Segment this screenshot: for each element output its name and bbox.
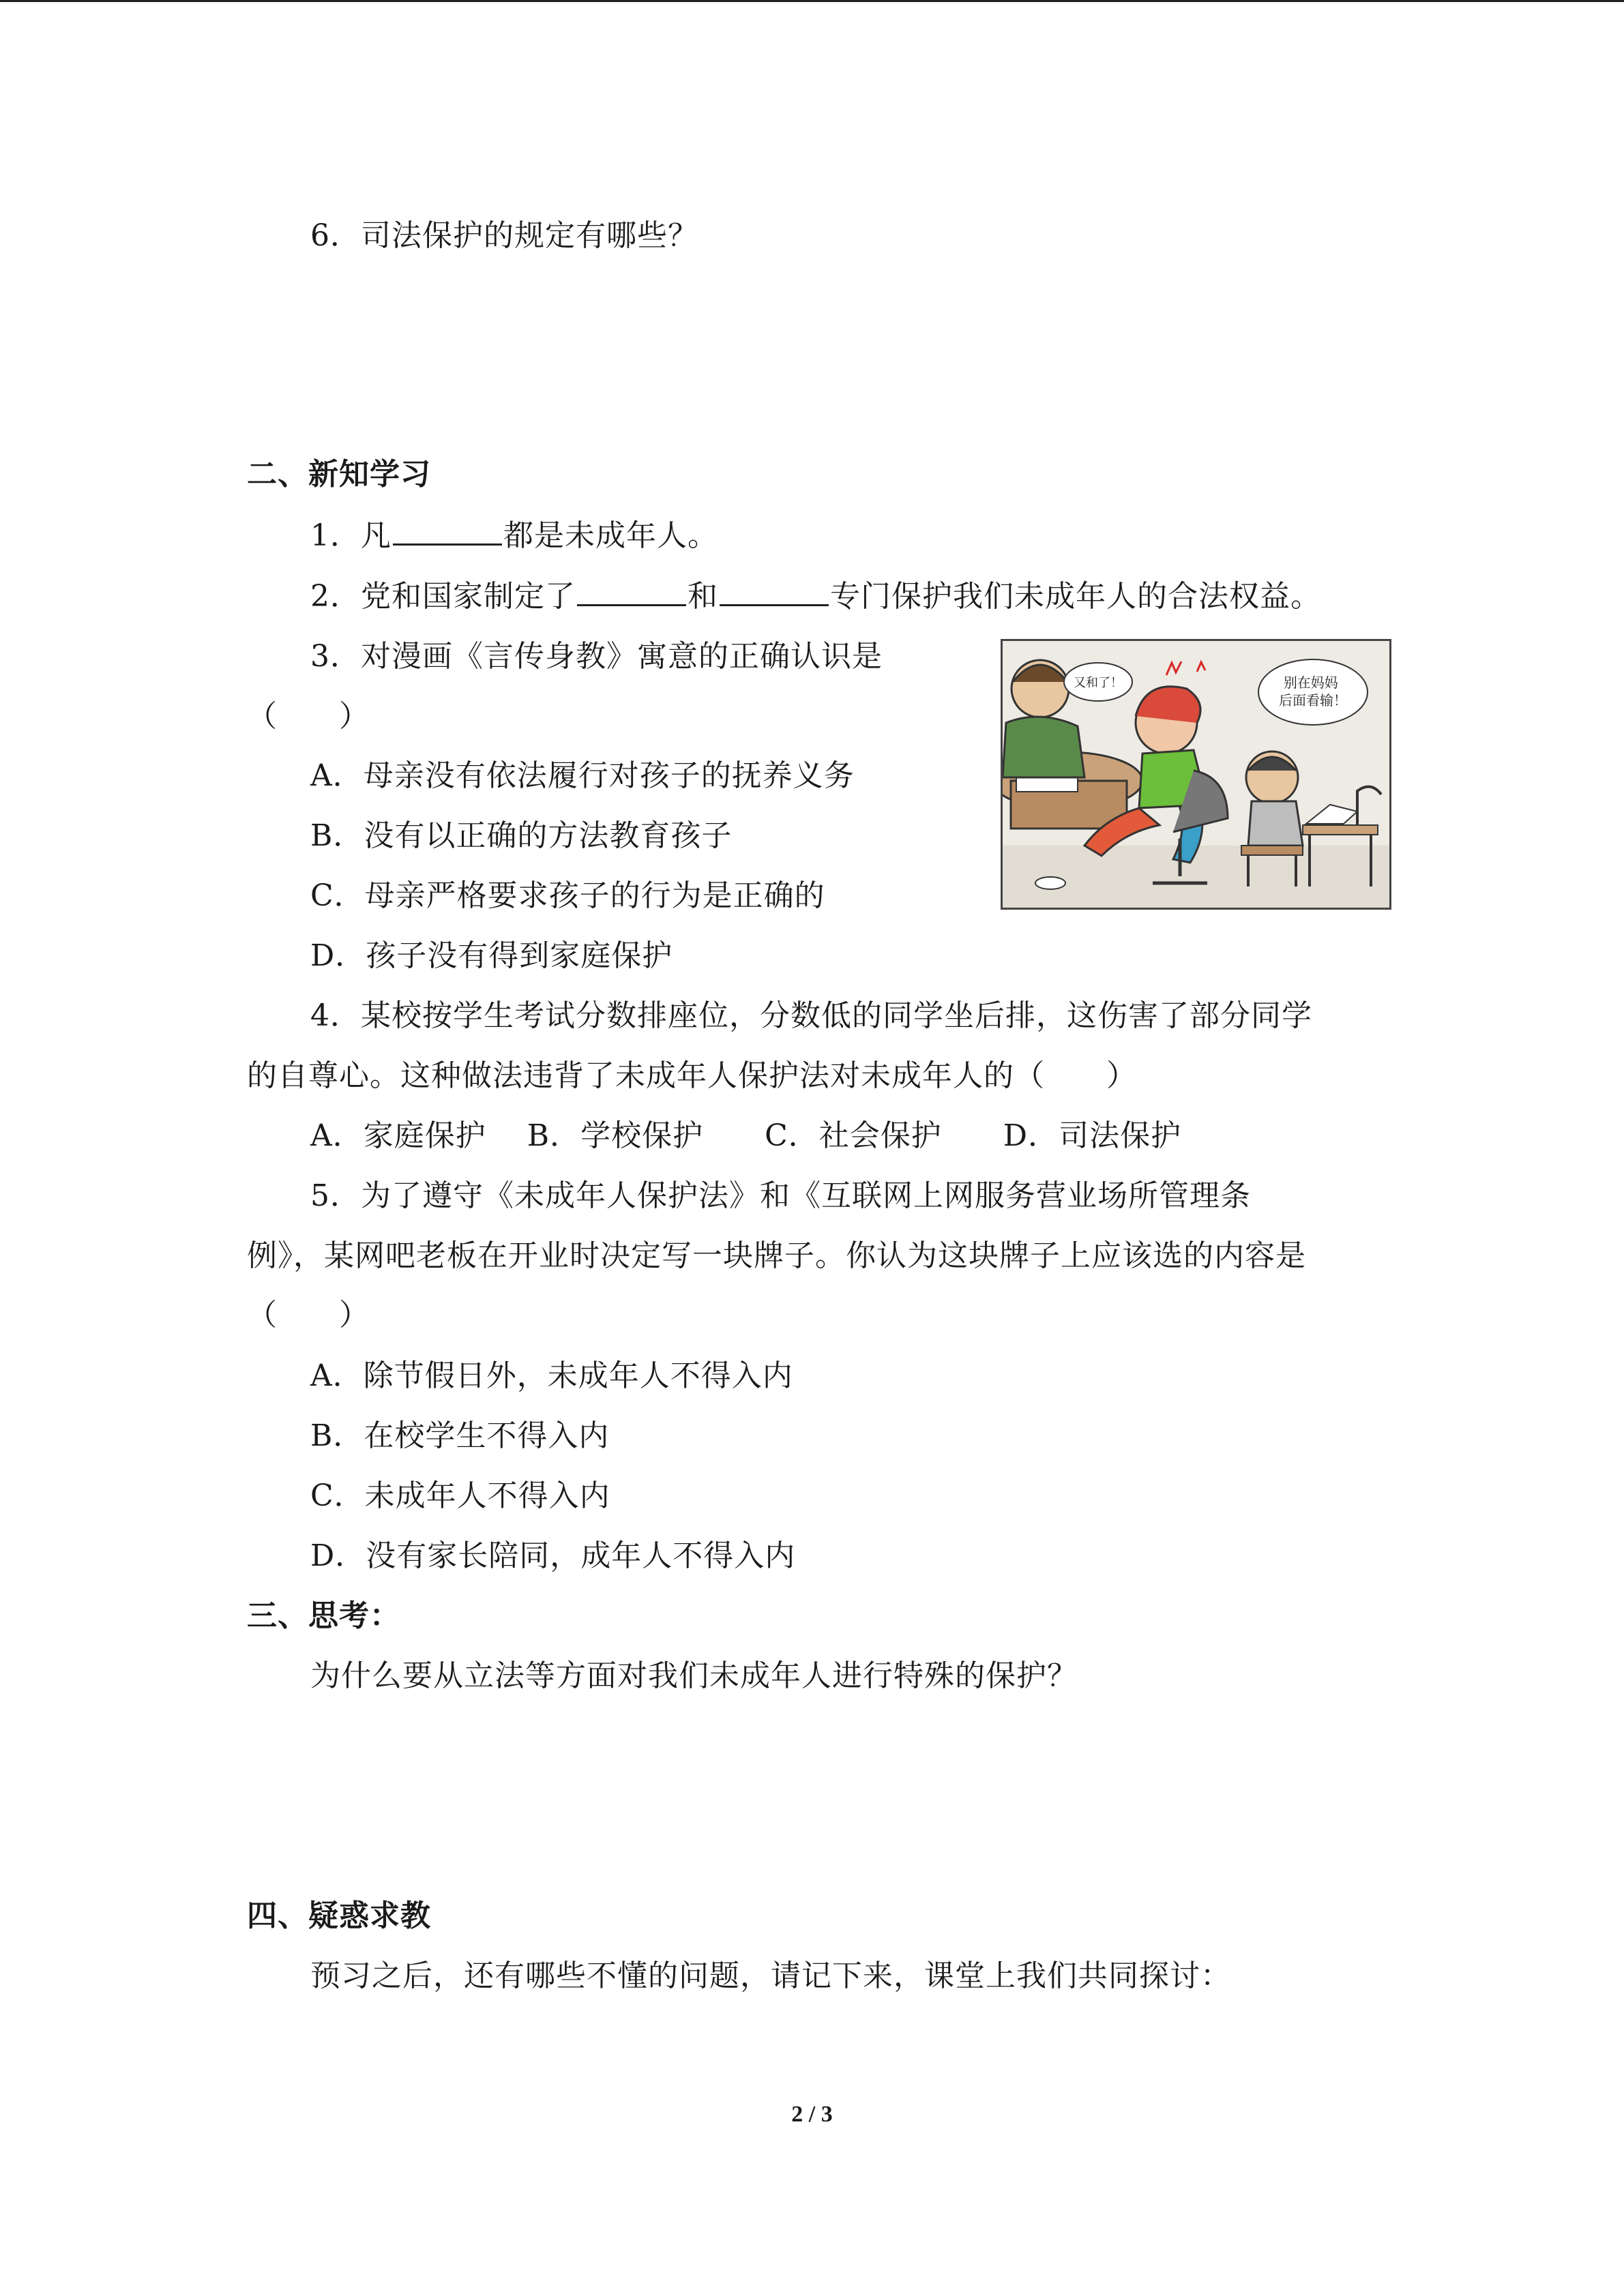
question-2 bbox=[310, 576, 1321, 617]
question-2-mid: 和 bbox=[688, 579, 718, 614]
question-4-line-2: 的自尊心。这种做法违背了未成年人保护法对未成年人的（ ） bbox=[247, 1058, 1137, 1093]
top-border bbox=[0, 0, 1624, 2]
question-5-line-1: 5．为了遵守《未成年人保护法》和《互联网上网服务营业场所管理条 bbox=[310, 1178, 1251, 1213]
section-4-heading: 四、疑惑求教 bbox=[247, 1898, 431, 1933]
bubble-right-line: 别在妈妈 bbox=[1283, 674, 1338, 691]
question-3-stem: 3．对漫画《言传身教》寓意的正确认识是 bbox=[310, 639, 883, 674]
question-2-pre: 2．党和国家制定了 bbox=[310, 579, 576, 614]
question-5-paren: （ ） bbox=[247, 1298, 370, 1332]
section-2-heading: 二、新知学习 bbox=[247, 457, 431, 492]
question-5-option-a: A．除节假日外，未成年人不得入内 bbox=[310, 1358, 793, 1393]
answer-blank bbox=[577, 577, 686, 606]
answer-blank bbox=[393, 516, 502, 546]
question-3-option-c: C．母亲严格要求孩子的行为是正确的 bbox=[310, 878, 825, 913]
question-5-option-d: D．没有家长陪同，成年人不得入内 bbox=[310, 1538, 796, 1573]
question-3-paren: （ ） bbox=[247, 699, 370, 734]
cartoon-illustration bbox=[1001, 639, 1391, 910]
question-1-post: 都是未成年人。 bbox=[503, 518, 718, 553]
question-4-option-c: C．社会保护 bbox=[765, 1118, 942, 1153]
question-4-options bbox=[310, 1116, 1181, 1157]
question-5-option-b: B．在校学生不得入内 bbox=[310, 1418, 610, 1453]
question-3-option-d: D．孩子没有得到家庭保护 bbox=[310, 938, 673, 973]
bubble-right-line: 后面看输！ bbox=[1279, 692, 1347, 709]
question-4-option-b: B．学校保护 bbox=[527, 1118, 704, 1153]
bubble-left-text: 又和了！ bbox=[1074, 676, 1123, 690]
question-5-line-2: 例》，某网吧老板在开业时决定写一块牌子。你认为这块牌子上应该选的内容是 bbox=[247, 1238, 1306, 1273]
question-4-option-a: A．家庭保护 bbox=[310, 1118, 486, 1153]
question-4-line-1: 4．某校按学生考试分数排座位，分数低的同学坐后排，这伤害了部分同学 bbox=[310, 998, 1312, 1033]
question-2-post: 专门保护我们未成年人的合法权益。 bbox=[830, 579, 1321, 614]
answer-blank bbox=[720, 577, 829, 606]
question-4-option-d: D．司法保护 bbox=[1003, 1118, 1182, 1153]
question-3-option-a: A．母亲没有依法履行对孩子的抚养义务 bbox=[310, 758, 855, 793]
section-3-question: 为什么要从立法等方面对我们未成年人进行特殊的保护？ bbox=[310, 1658, 1078, 1693]
section-3-heading: 三、思考： bbox=[247, 1598, 400, 1633]
question-1 bbox=[310, 516, 718, 556]
section-4-prompt: 预习之后，还有哪些不懂的问题，请记下来，课堂上我们共同探讨： bbox=[310, 1958, 1231, 1993]
page-number: 2 / 3 bbox=[791, 2102, 833, 2127]
question-5-option-c: C．未成年人不得入内 bbox=[310, 1478, 610, 1513]
question-1-pre: 1．凡 bbox=[310, 518, 392, 553]
question-3-option-b: B．没有以正确的方法教育孩子 bbox=[310, 818, 733, 853]
question-6: 6．司法保护的规定有哪些？ bbox=[310, 218, 698, 253]
